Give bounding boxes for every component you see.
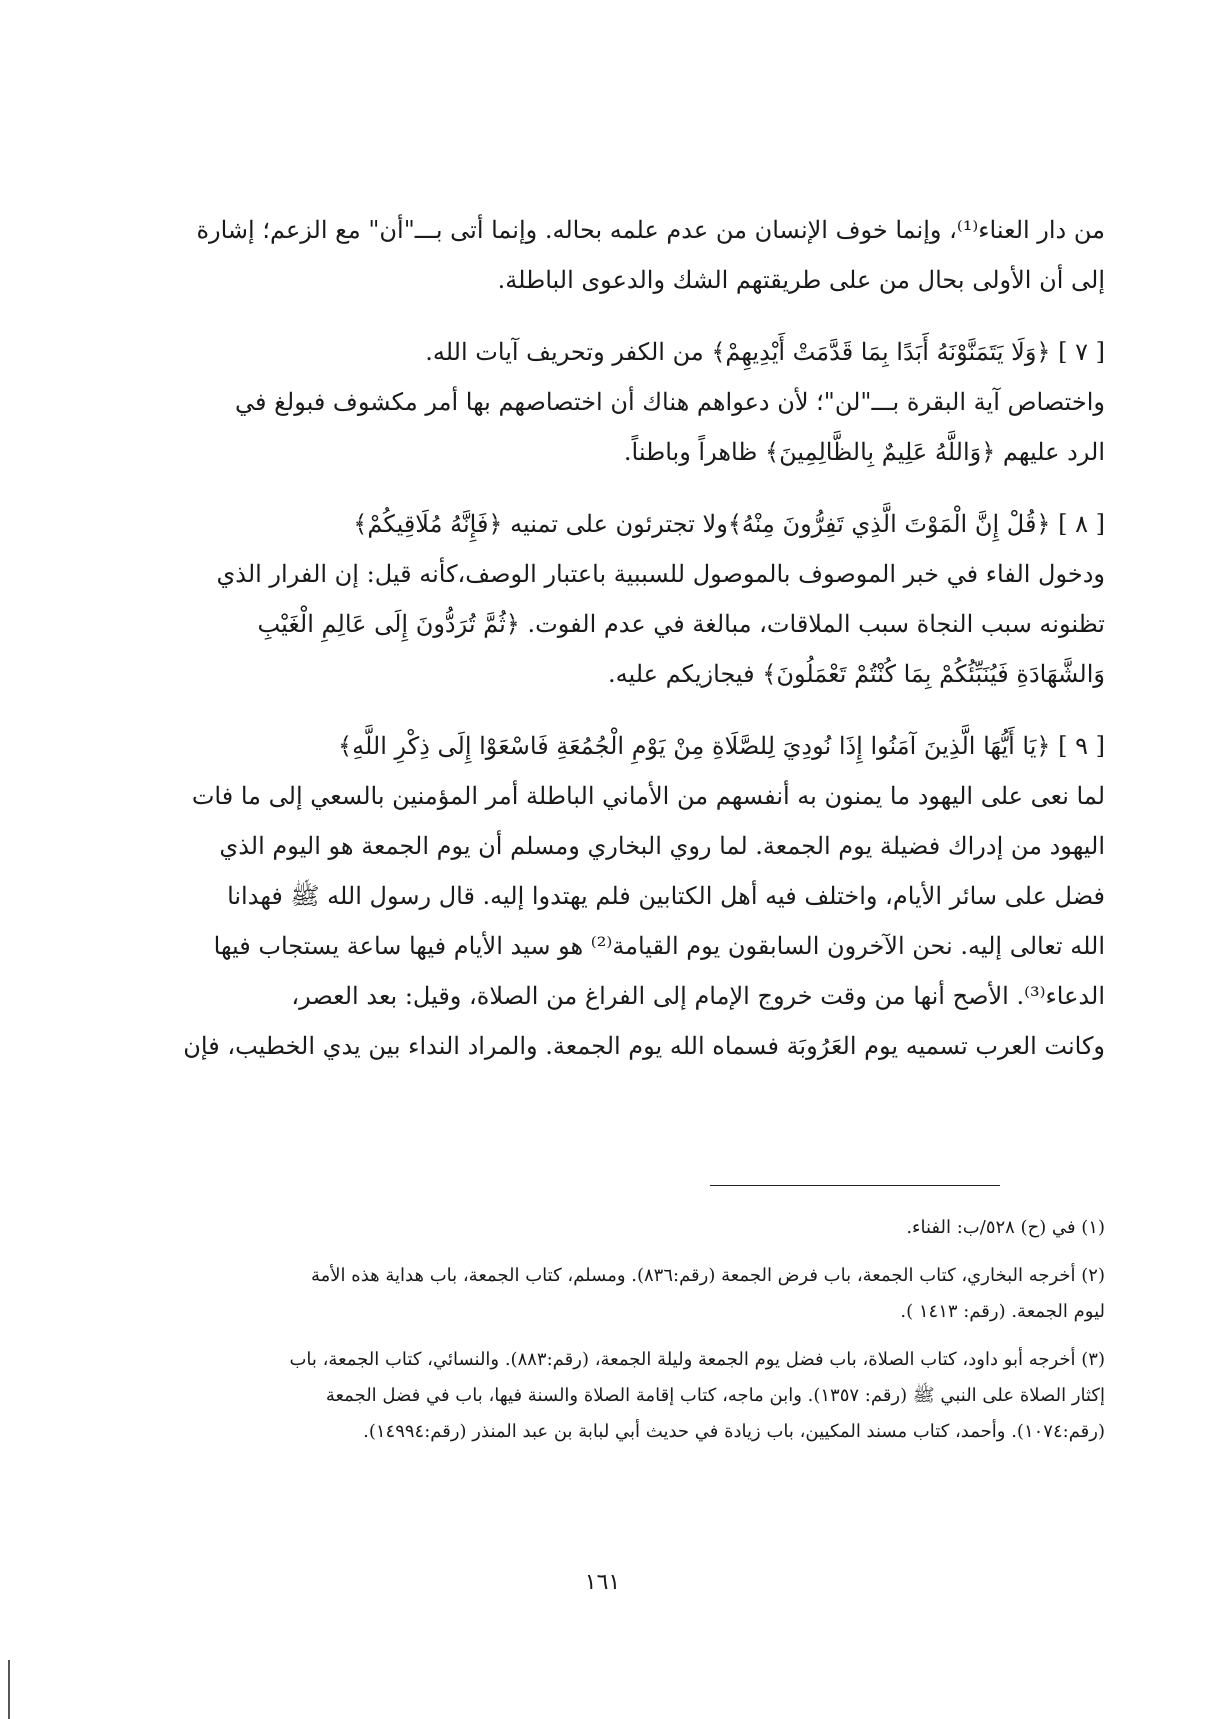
footnote-line: إكثار الصلاة على النبي ﷺ (رقم: ١٣٥٧). وابن ماجه، كتاب إقامة الصلاة والسنة فيها، باب في فضل الجمعة — [325, 1385, 1105, 1406]
text-line: [ ٨ ] ﴿قُلْ إِنَّ الْمَوْتَ الَّذِي تَفِرُّونَ مِنْهُ﴾ولا تجترئون على تمنيه ﴿فَإِنَّهُ مُلَاقِيكُمْ﴾ — [353, 510, 1105, 538]
text-line: وَالشَّهَادَةِ فَيُنَبِّئُكُمْ بِمَا كُنْتُمْ تَعْمَلُونَ﴾ فيجازيكم عليه. — [608, 660, 1105, 688]
footnote-divider — [710, 1185, 1000, 1186]
footnote-line: (١) في (ح) ٥٢٨/ب: الفناء. — [906, 1217, 1105, 1238]
text-line: تظنونه سبب النجاة سبب الملاقات، مبالغة في عدم الفوت. ﴿ثُمَّ تُرَدُّونَ إِلَى عَالِمِ الْغَيْبِ — [257, 610, 1105, 638]
footnote-1 — [110, 1210, 1105, 1246]
text-line: إلى أن الأولى بحال من على طريقتهم الشك والدعوى الباطلة. — [497, 266, 1105, 294]
text-line: الله تعالى إليه. نحن الآخرون السابقون يوم القيامة⁽²⁾ هو سيد الأيام فيها ساعة يستجاب فيها — [213, 932, 1105, 960]
text-line: وكانت العرب تسميه يوم العَرُوبَة فسماه الله يوم الجمعة. والمراد النداء بين يدي الخطيب، فإن — [183, 1032, 1105, 1060]
paragraph-intro — [105, 205, 1105, 305]
footnote-3 — [110, 1342, 1105, 1450]
text-line: الدعاء⁽³⁾. الأصح أنها من وقت خروج الإمام إلى الفراغ من الصلاة، وقيل: بعد العصر، — [291, 982, 1105, 1010]
paragraph-verse-9 — [105, 721, 1105, 1071]
text-line: [ ٧ ] ﴿وَلَا يَتَمَنَّوْنَهُ أَبَدًا بِمَا قَدَّمَتْ أَيْدِيهِمْ﴾ من الكفر وتحريف آيات الله. — [425, 338, 1105, 366]
page-number: ١٦١ — [584, 1570, 621, 1595]
scan-edge-mark — [8, 1660, 10, 1719]
paragraph-verse-8 — [105, 499, 1105, 699]
text-line: اليهود من إدراك فضيلة يوم الجمعة. لما روي البخاري ومسلم أن يوم الجمعة هو اليوم الذي — [219, 832, 1105, 860]
text-line: لما نعى على اليهود ما يمنون به أنفسهم من الأماني الباطلة أمر المؤمنين بالسعي إلى ما فات — [191, 782, 1105, 810]
footnote-line: (٢) أخرجه البخاري، كتاب الجمعة، باب فرض الجمعة (رقم:٨٣٦). ومسلم، كتاب الجمعة، باب هداية هذه الأمة — [311, 1265, 1105, 1286]
paragraph-verse-7 — [105, 327, 1105, 477]
text-line: ودخول الفاء في خبر الموصوف بالموصول للسببية باعتبار الوصف،كأنه قيل: إن الفرار الذي — [216, 560, 1105, 588]
main-text — [105, 205, 1105, 1093]
text-line: فضل على سائر الأيام، واختلف فيه أهل الكتابين فلم يهتدوا إليه. قال رسول الله ﷺ فهدانا — [227, 882, 1105, 910]
footnote-line: ليوم الجمعة. (رقم: ١٤١٣ ). — [900, 1301, 1105, 1322]
footnotes — [110, 1210, 1105, 1462]
footnote-line: (٣) أخرجه أبو داود، كتاب الصلاة، باب فضل يوم الجمعة وليلة الجمعة، (رقم:٨٨٣). والنسائي، كتاب الجمعة، باب — [289, 1349, 1105, 1370]
text-line: واختصاص آية البقرة بـــ"لن"؛ لأن دعواهم هناك أن اختصاصهم بها أمر مكشوف فبولغ في — [235, 388, 1105, 416]
text-line: الرد عليهم ﴿وَاللَّهُ عَلِيمٌ بِالظَّالِمِينَ﴾ ظاهراً وباطناً. — [623, 438, 1105, 466]
footnote-line: (رقم:١٠٧٤). وأحمد، كتاب مسند المكيين، باب زيادة في حديث أبي لبابة بن عبد المنذر (رقم:١٤٩٩٤). — [363, 1421, 1105, 1442]
text-line: [ ٩ ] ﴿يَا أَيُّهَا الَّذِينَ آمَنُوا إِذَا نُودِيَ لِلصَّلَاةِ مِنْ يَوْمِ الْجُمُعَةِ فَاسْعَوْا إِلَى ذِكْرِ اللَّهِ﴾ — [338, 732, 1105, 760]
footnote-2 — [110, 1258, 1105, 1330]
text-line: من دار العناء⁽¹⁾، وإنما خوف الإنسان من عدم علمه بحاله. وإنما أتى بـــ"أن" مع الزعم؛ إشارة — [196, 216, 1105, 244]
